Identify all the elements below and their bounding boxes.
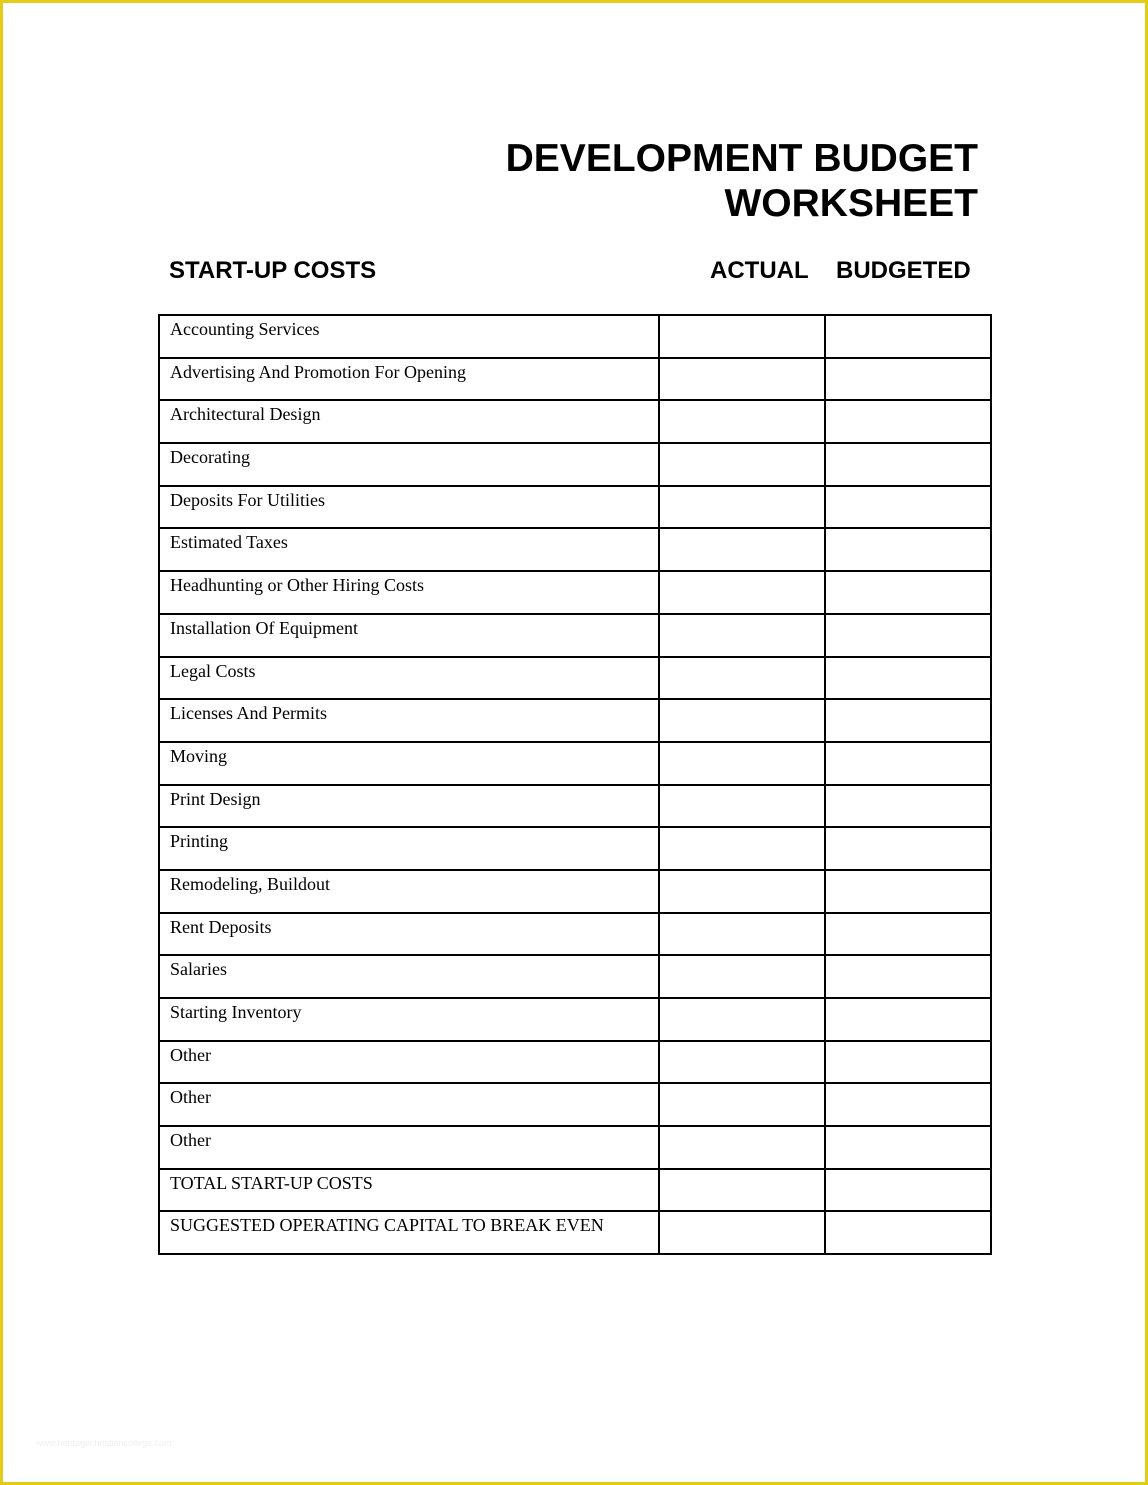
actual-amount-cell[interactable] (659, 1211, 825, 1254)
watermark: www.heritagechristiancollege.com (36, 1438, 172, 1448)
cost-item-label: Print Design (159, 785, 659, 828)
cost-item-label: SUGGESTED OPERATING CAPITAL TO BREAK EVEN (159, 1211, 659, 1254)
actual-amount-cell[interactable] (659, 699, 825, 742)
actual-amount-cell[interactable] (659, 571, 825, 614)
cost-item-label: Decorating (159, 443, 659, 486)
cost-item-label: Other (159, 1083, 659, 1126)
table-row (159, 785, 991, 828)
budgeted-amount-cell[interactable] (825, 870, 991, 913)
budgeted-amount-cell[interactable] (825, 315, 991, 358)
cost-item-label: Other (159, 1041, 659, 1084)
actual-amount-cell[interactable] (659, 486, 825, 529)
budgeted-amount-cell[interactable] (825, 486, 991, 529)
budgeted-amount-cell[interactable] (825, 742, 991, 785)
table-row (159, 443, 991, 486)
page-title-line-1: DEVELOPMENT BUDGET (505, 137, 978, 180)
cost-item-label: Other (159, 1126, 659, 1169)
budgeted-amount-cell[interactable] (825, 998, 991, 1041)
budgeted-amount-cell[interactable] (825, 614, 991, 657)
actual-amount-cell[interactable] (659, 1083, 825, 1126)
actual-amount-cell[interactable] (659, 315, 825, 358)
table-row (159, 1126, 991, 1169)
cost-item-label: Salaries (159, 955, 659, 998)
actual-amount-cell[interactable] (659, 785, 825, 828)
budgeted-column-heading: BUDGETED (836, 257, 971, 284)
actual-amount-cell[interactable] (659, 528, 825, 571)
actual-amount-cell[interactable] (659, 913, 825, 956)
table-row (159, 528, 991, 571)
budgeted-amount-cell[interactable] (825, 443, 991, 486)
budgeted-amount-cell[interactable] (825, 358, 991, 401)
budgeted-amount-cell[interactable] (825, 827, 991, 870)
table-row (159, 870, 991, 913)
table-row (159, 571, 991, 614)
actual-amount-cell[interactable] (659, 614, 825, 657)
actual-column-heading: ACTUAL (710, 257, 809, 284)
cost-item-label: Printing (159, 827, 659, 870)
actual-amount-cell[interactable] (659, 400, 825, 443)
cost-item-label: Estimated Taxes (159, 528, 659, 571)
table-row (159, 1041, 991, 1084)
budget-table-body (159, 315, 991, 1254)
table-row (159, 998, 991, 1041)
budgeted-amount-cell[interactable] (825, 400, 991, 443)
table-row (159, 657, 991, 700)
cost-item-label: Licenses And Permits (159, 699, 659, 742)
budgeted-amount-cell[interactable] (825, 785, 991, 828)
cost-item-label: Accounting Services (159, 315, 659, 358)
actual-amount-cell[interactable] (659, 998, 825, 1041)
table-row (159, 827, 991, 870)
actual-amount-cell[interactable] (659, 742, 825, 785)
cost-item-label: Deposits For Utilities (159, 486, 659, 529)
cost-item-label: Remodeling, Buildout (159, 870, 659, 913)
actual-amount-cell[interactable] (659, 657, 825, 700)
table-row (159, 699, 991, 742)
table-row (159, 955, 991, 998)
budgeted-amount-cell[interactable] (825, 1126, 991, 1169)
cost-item-label: Starting Inventory (159, 998, 659, 1041)
table-row (159, 614, 991, 657)
cost-item-label: TOTAL START-UP COSTS (159, 1169, 659, 1212)
budgeted-amount-cell[interactable] (825, 1169, 991, 1212)
cost-item-label: Advertising And Promotion For Opening (159, 358, 659, 401)
cost-item-label: Rent Deposits (159, 913, 659, 956)
budgeted-amount-cell[interactable] (825, 1083, 991, 1126)
cost-item-label: Legal Costs (159, 657, 659, 700)
table-row (159, 486, 991, 529)
table-row (159, 913, 991, 956)
cost-item-label: Installation Of Equipment (159, 614, 659, 657)
actual-amount-cell[interactable] (659, 870, 825, 913)
page-title (506, 136, 978, 226)
budgeted-amount-cell[interactable] (825, 1211, 991, 1254)
page-title-line-2: WORKSHEET (724, 182, 978, 225)
actual-amount-cell[interactable] (659, 1169, 825, 1212)
budgeted-amount-cell[interactable] (825, 1041, 991, 1084)
cost-item-label: Moving (159, 742, 659, 785)
table-row (159, 400, 991, 443)
table-row (159, 1211, 991, 1254)
actual-amount-cell[interactable] (659, 443, 825, 486)
budgeted-amount-cell[interactable] (825, 699, 991, 742)
actual-amount-cell[interactable] (659, 827, 825, 870)
table-row (159, 358, 991, 401)
budget-table (158, 314, 992, 1255)
table-row (159, 1083, 991, 1126)
budgeted-amount-cell[interactable] (825, 528, 991, 571)
table-row (159, 742, 991, 785)
cost-item-label: Architectural Design (159, 400, 659, 443)
actual-amount-cell[interactable] (659, 358, 825, 401)
budgeted-amount-cell[interactable] (825, 955, 991, 998)
budgeted-amount-cell[interactable] (825, 571, 991, 614)
cost-item-label: Headhunting or Other Hiring Costs (159, 571, 659, 614)
budgeted-amount-cell[interactable] (825, 913, 991, 956)
table-row (159, 1169, 991, 1212)
actual-amount-cell[interactable] (659, 1041, 825, 1084)
actual-amount-cell[interactable] (659, 955, 825, 998)
actual-amount-cell[interactable] (659, 1126, 825, 1169)
table-row (159, 315, 991, 358)
section-heading: START-UP COSTS (169, 257, 377, 284)
budgeted-amount-cell[interactable] (825, 657, 991, 700)
